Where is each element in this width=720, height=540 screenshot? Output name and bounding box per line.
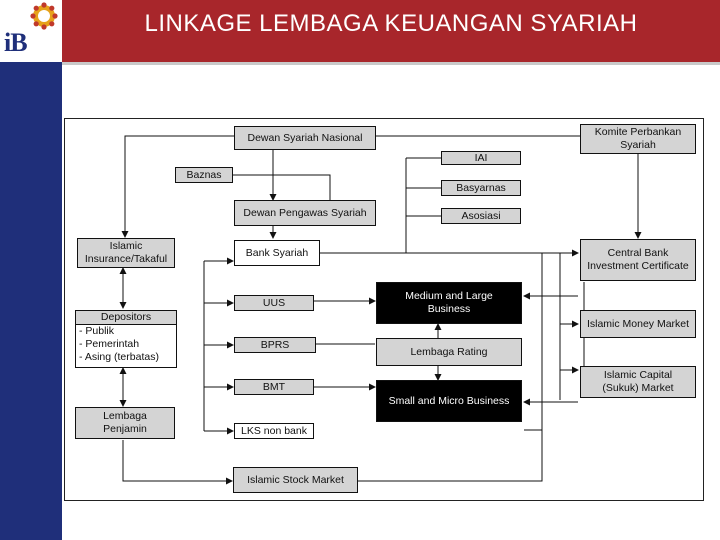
node-depositors xyxy=(75,310,177,368)
node-capital-label-1: Islamic Capital xyxy=(603,369,673,381)
node-lks-label: LKS non bank xyxy=(241,424,307,437)
node-mlb-label-1: Medium and Large xyxy=(405,290,493,302)
node-small-micro-business xyxy=(376,380,522,422)
node-insurance-label-1: Islamic xyxy=(109,240,143,252)
node-komite-label-2: Syariah xyxy=(620,139,656,151)
node-bmt-label: BMT xyxy=(262,380,286,393)
node-central-bank-label-2: Investment Certificate xyxy=(587,260,689,272)
node-central-bank xyxy=(580,239,696,281)
node-stock-label: Islamic Stock Market xyxy=(247,473,344,486)
slide-title: LINKAGE LEMBAGA KEUANGAN SYARIAH xyxy=(144,10,638,37)
node-stock-market xyxy=(233,467,358,493)
node-mlb-label-2: Business xyxy=(427,303,471,315)
node-iai xyxy=(441,151,521,165)
node-dps-label: Dewan Pengawas Syariah xyxy=(243,206,367,219)
node-lembaga-penjamin xyxy=(75,407,175,439)
node-central-bank-label-1: Central Bank xyxy=(607,247,669,259)
node-insurance-label-2: Insurance/Takaful xyxy=(84,253,168,265)
node-asosiasi xyxy=(441,208,521,224)
node-bank-syariah-label: Bank Syariah xyxy=(245,246,309,259)
node-dsn-label: Dewan Syariah Nasional xyxy=(247,131,363,144)
node-dsn xyxy=(234,126,376,150)
node-asosiasi-label: Asosiasi xyxy=(461,209,501,222)
node-uus-label: UUS xyxy=(262,296,286,309)
node-penjamin-label-1: Lembaga xyxy=(103,410,147,422)
node-capital-market xyxy=(580,366,696,398)
node-bank-syariah xyxy=(234,240,320,266)
node-money-market-label: Islamic Money Market xyxy=(586,317,690,330)
depositor-item: - Publik xyxy=(79,325,115,337)
node-bprs xyxy=(234,337,316,353)
node-capital-label-2: (Sukuk) Market xyxy=(602,382,674,394)
node-dps xyxy=(234,200,376,226)
node-basyarnas xyxy=(441,180,521,196)
node-basyarnas-label: Basyarnas xyxy=(456,181,506,194)
node-depositors-title: Depositors xyxy=(76,311,176,325)
depositor-item: - Pemerintah xyxy=(79,338,140,350)
node-money-market xyxy=(580,310,696,338)
node-baznas xyxy=(175,167,233,183)
node-medium-large-business xyxy=(376,282,522,324)
node-baznas-label: Baznas xyxy=(186,168,222,181)
node-lks-non-bank xyxy=(234,423,314,439)
node-smb-label: Small and Micro Business xyxy=(388,394,510,407)
node-bmt xyxy=(234,379,314,395)
logo-text: iB xyxy=(4,28,27,57)
node-rating xyxy=(376,338,522,366)
node-insurance xyxy=(77,238,175,268)
node-rating-label: Lembaga Rating xyxy=(410,345,488,358)
node-komite-label-1: Komite Perbankan xyxy=(594,126,682,138)
depositor-item: - Asing (terbatas) xyxy=(79,351,159,363)
node-iai-label: IAI xyxy=(474,151,488,164)
node-bprs-label: BPRS xyxy=(260,338,290,351)
node-komite xyxy=(580,124,696,154)
node-penjamin-label-2: Penjamin xyxy=(103,423,147,435)
node-uus xyxy=(234,295,314,311)
